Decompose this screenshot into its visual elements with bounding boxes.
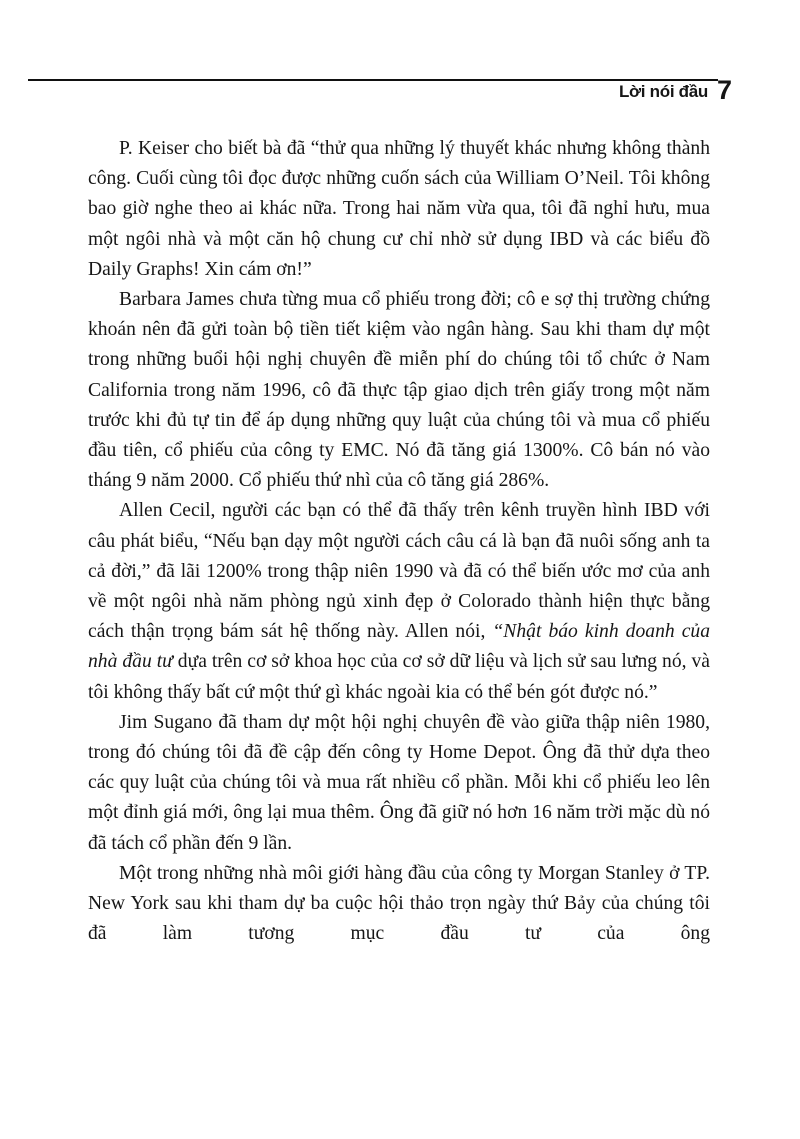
paragraph-allen-cecil-text-after: dựa trên cơ sở khoa học của cơ sở dữ liệu và lịch sử sau lưng nó, và tôi không thấy bất cứ một thứ gì khác ngoài kia có thể bén gót được nó.” (88, 651, 710, 703)
running-header-title: Lời nói đầu (618, 82, 708, 101)
paragraph-allen-cecil-text-before: Allen Cecil, người các bạn có thể đã thấy trên kênh truyền hình IBD với câu phát biểu, “Nếu bạn dạy một người cách câu cá là bạn đã nuôi sống anh ta cả đời,” đã lãi 1200% trong thập niên 1990 và đã có thể biến ước mơ của anh về một ngôi nhà năm phòng ngủ xinh đẹp ở Colorado thành hiện thực bằng cách thận trọng bám sát hệ thống này. Allen nói, (88, 500, 710, 643)
paragraph-barbara-james: Barbara James chưa từng mua cổ phiếu trong đời; cô e sợ thị trường chứng khoán nên đã gửi toàn bộ tiền tiết kiệm vào ngân hàng. Sau khi tham dự một trong những buổi hội nghị chuyên đề miễn phí do chúng tôi tổ chức ở Nam California trong năm 1996, cô đã thực tập giao dịch trên giấy trong một năm trước khi đủ tự tin để áp dụng những quy luật của chúng tôi và mua cổ phiếu đầu tiên, cổ phiếu của công ty EMC. Nó đã tăng giá 1300%. Cô bán nó vào tháng 9 năm 2000. Cổ phiếu thứ nhì của cô tăng giá 286%. (88, 289, 710, 492)
paragraph-keiser: P. Keiser cho biết bà đã “thử qua những lý thuyết khác nhưng không thành công. Cuối cùng tôi đọc được những cuốn sách của William O’Neil. Tôi không bao giờ nghe theo ai khác nữa. Trong hai năm vừa qua, tôi đã nghỉ hưu, mua một ngôi nhà và một căn hộ chung cư chỉ nhờ sử dụng IBD và các biểu đồ Daily Graphs! Xin cám ơn!” (88, 138, 710, 280)
paragraph-jim-sugano: Jim Sugano đã tham dự một hội nghị chuyên đề vào giữa thập niên 1980, trong đó chúng tôi đã đề cập đến công ty Home Depot. Ông đã thử dựa theo các quy luật của chúng tôi và mua rất nhiều cổ phần. Mỗi khi cổ phiếu leo lên một đỉnh giá mới, ông lại mua thêm. Ông đã giữ nó hơn 16 năm trời mặc dù nó đã tách cổ phần đến 9 lần. (88, 711, 710, 854)
paragraph-morgan-stanley: Một trong những nhà môi giới hàng đầu của công ty Morgan Stanley ở TP. New York sau khi tham dự ba cuộc hội thảo trọn ngày thứ Bảy của chúng tôi đã làm tương mục đầu tư của ông (88, 862, 710, 945)
paragraph-allen-cecil-italic-title: “Nhật báo kinh doanh của nhà đầu tư (88, 621, 711, 673)
body-text (88, 134, 710, 949)
page-number: 7 (716, 75, 732, 105)
header-rule (28, 79, 718, 81)
paragraph-allen-cecil (88, 496, 710, 707)
